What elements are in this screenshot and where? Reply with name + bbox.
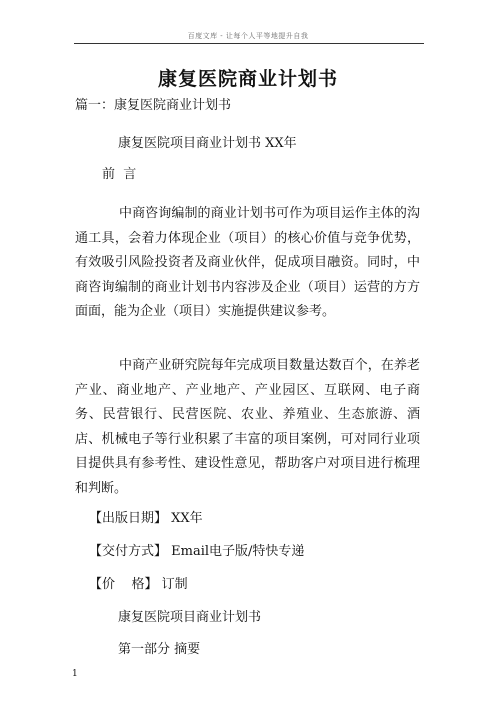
header-text: 百度文库 - 让每个人平等地提升自我: [187, 32, 309, 40]
paragraph-intro: 中商咨询编制的商业计划书可作为项目运作主体的沟通工具，会着力体现企业（项目）的核心价值与竞争优势，有效吸引风险投资者及商业伙伴，促成项目融资。同时，中商咨询编制的商业计划书内容涉及企业（项目）运营的方方面面，能为企业（项目）实施提供建议参考。: [75, 206, 420, 319]
section-heading: 篇一：康复医院商业计划书: [75, 98, 232, 113]
paragraph-experience: 中商产业研究院每年完成项目数量达数百个，在养老产业、商业地产、产业地产、产业园区、互联网、电子商务、民营银行、民营医院、农业、养殖业、生态旅游、酒店、机械电子等行业积累了丰富的项目案例，可对同行业项目提供具有参考性、建设性意见，帮助客户对项目进行梳理和判断。: [75, 358, 420, 496]
publish-date: 【出版日期】 XX年: [89, 511, 203, 526]
delivery-method: 【交付方式】 Email电子版/特快专递: [89, 544, 305, 559]
header-divider: [74, 43, 424, 44]
document-title: 康复医院商业计划书: [157, 68, 338, 90]
page-number: 1: [72, 669, 78, 679]
price: 【价 格】 订制: [89, 577, 188, 592]
document-subtitle: 康复医院项目商业计划书 XX年: [118, 136, 297, 151]
project-title-repeat: 康复医院项目商业计划书: [118, 610, 262, 625]
preface-heading: 前 言: [102, 167, 137, 182]
part-one-heading: 第一部分 摘要: [118, 642, 201, 657]
